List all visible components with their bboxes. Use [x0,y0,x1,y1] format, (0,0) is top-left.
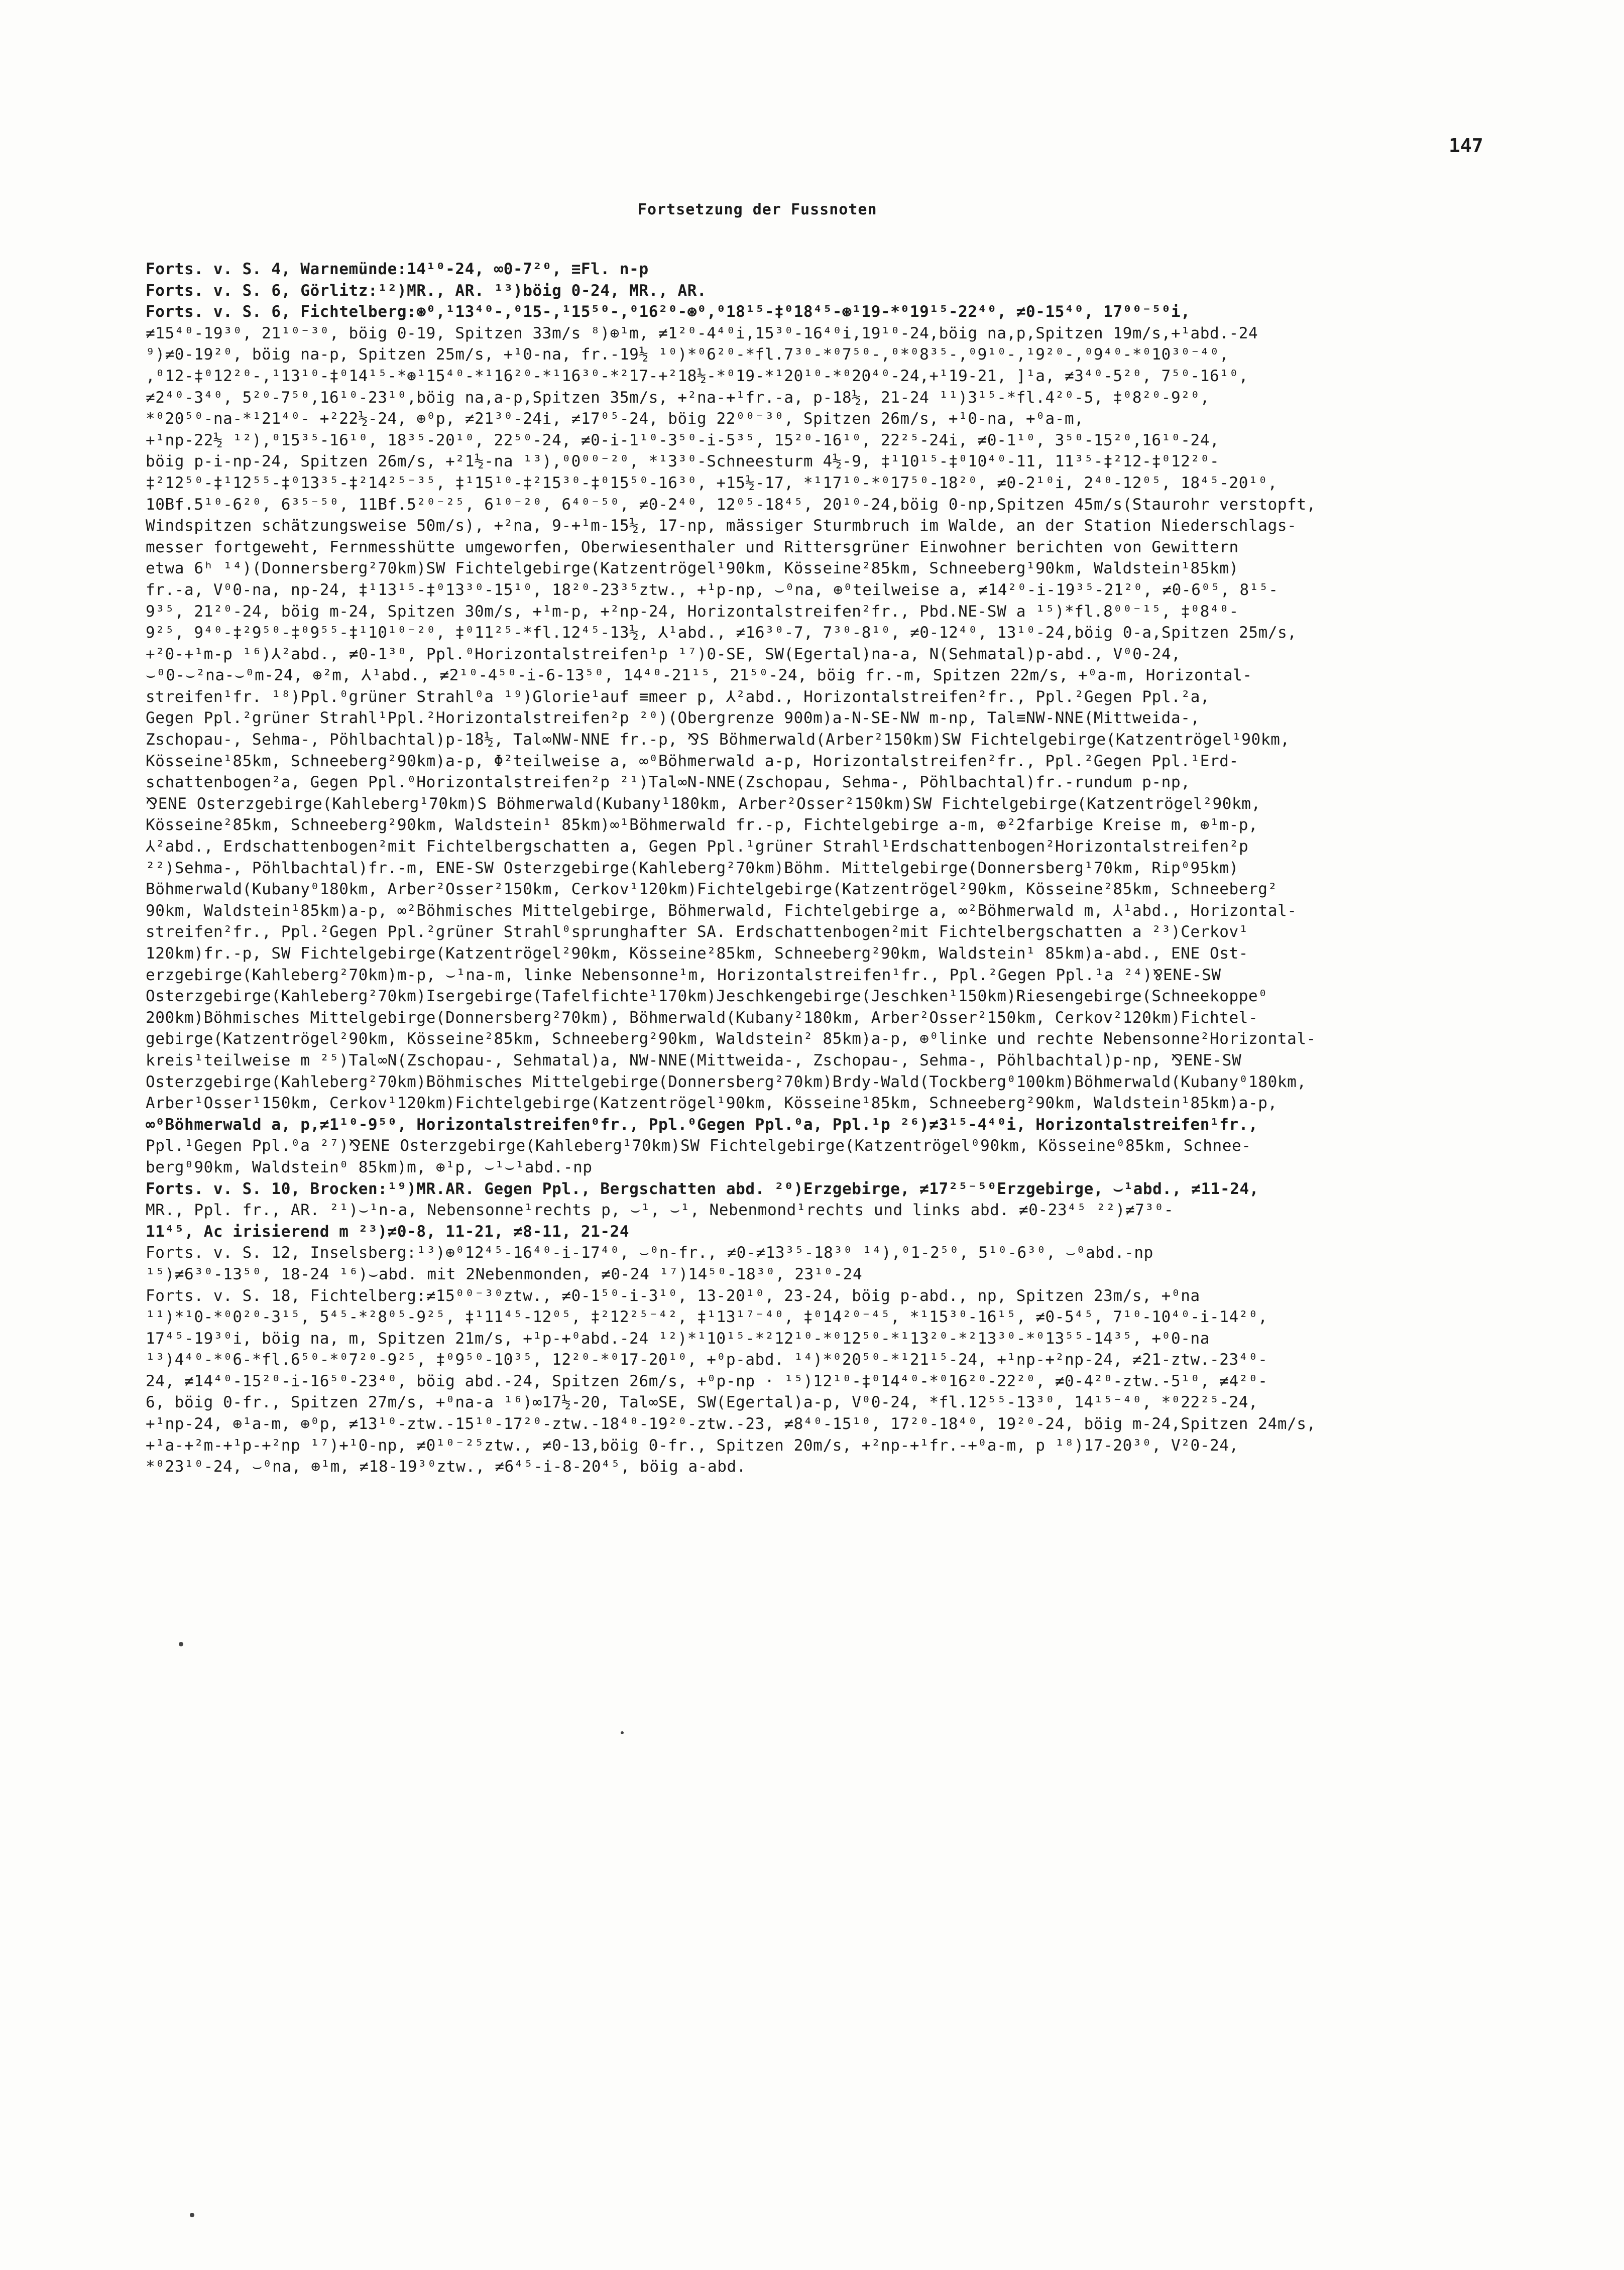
text-line: *⁰23¹⁰-24, ⌣⁰na, ⊕¹m, ≠18-19³⁰ztw., ≠6⁴⁵-i-8-20⁴⁵, böig a-abd. [146,1458,747,1476]
text-line: ⌣⁰0-⌣²na-⌣⁰m-24, ⊕²m, ⅄¹abd., ≠2¹⁰-4⁵⁰-i-6-13⁵⁰, 14⁴⁰-21¹⁵, 21⁵⁰-24, böig fr.-m, Spitzen 22m/s, +⁰a-m, Horizontal- [146,666,1252,685]
text-line: erzgebirge(Kahleberg²70km)m-p, ⌣¹na-m, linke Nebensonne¹m, Horizontalstreifen¹fr., Ppl.²Gegen Ppl.¹a ²⁴)⅋ENE-SW [146,966,1221,984]
text-line: schattenbogen²a, Gegen Ppl.⁰Horizontalstreifen²p ²¹)Tal∞N-NNE(Zschopau, Sehma-, Pöhlbachtal)fr.-rundum p-np, [146,773,1191,792]
text-line: +¹np-24, ⊕¹a-m, ⊕⁰p, ≠13¹⁰-ztw.-15¹⁰-17²⁰-ztw.-18⁴⁰-19²⁰-ztw.-23, ≠8⁴⁰-15¹⁰, 17²⁰-18⁴⁰, 19²⁰-24, böig m-24,Spitzen 24m/s, [146,1415,1316,1433]
text-line: ‡²12⁵⁰-‡¹12⁵⁵-‡⁰13³⁵-‡²14²⁵⁻³⁵, ‡¹15¹⁰-‡²15³⁰-‡⁰15⁵⁰-16³⁰, +15½-17, *¹17¹⁰-*⁰17⁵⁰-18²⁰, ≠0-2¹⁰i, 2⁴⁰-12⁰⁵, 18⁴⁵-20¹⁰, [146,473,1278,492]
text-line: +¹np-22½ ¹²),⁰15³⁵-16¹⁰, 18³⁵-20¹⁰, 22⁵⁰-24, ≠0-i-1¹⁰-3⁵⁰-i-5³⁵, 15²⁰-16¹⁰, 22²⁵-24i, ≠0-1¹⁰, 3⁵⁰-15²⁰,16¹⁰-24, [146,431,1220,449]
text-line: Böhmerwald(Kubany⁰180km, Arber²Osser²150km, Cerkov¹120km)Fichtelgebirge(Katzentrögel²90km, Kösseine²85km, Schneeberg² [146,880,1278,899]
text-line: etwa 6ʰ ¹⁴)(Donnersberg²70km)SW Fichtelgebirge(Katzentrögel¹90km, Kösseine²85km, Schneeberg¹90km, Waldstein¹85km) [146,559,1239,578]
text-line: 24, ≠14⁴⁰-15²⁰-i-16⁵⁰-23⁴⁰, böig abd.-24, Spitzen 26m/s, +⁰p-np · ¹⁵)12¹⁰-‡⁰14⁴⁰-*⁰16²⁰-22²⁰, ≠0-4²⁰-ztw.-5¹⁰, ≠4²⁰- [146,1372,1268,1390]
text-line: Forts. v. S. 18, Fichtelberg:≠15⁰⁰⁻³⁰ztw., ≠0-1⁵⁰-i-3¹⁰, 13-20¹⁰, 23-24, böig p-abd., np, Spitzen 23m/s, +⁰na [146,1286,1200,1305]
text-line: ²²)Sehma-, Pöhlbachtal)fr.-m, ENE-SW Osterzgebirge(Kahleberg²70km)Böhm. Mittelgebirge(Donnersberg¹70km, Rip⁰95km) [146,859,1239,877]
text-line: ⁹)≠0-19²⁰, böig na-p, Spitzen 25m/s, +¹0-na, fr.-19½ ¹⁰)*⁰6²⁰-*fl.7³⁰-*⁰7⁵⁰-,⁰*⁰8³⁵-,⁰9¹⁰-,¹9²⁰-,⁰9⁴⁰-*⁰10³⁰⁻⁴⁰, [146,345,1229,364]
text-line: böig p-i-np-24, Spitzen 26m/s, +²1½-na ¹³),⁰0⁰⁰⁻²⁰, *¹3³⁰-Schneesturm 4½-9, ‡¹10¹⁵-‡⁰10⁴⁰-11, 11³⁵-‡²12-‡⁰12²⁰- [146,452,1220,471]
text-line: ≠15⁴⁰-19³⁰, 21¹⁰⁻³⁰, böig 0-19, Spitzen 33m/s ⁸)⊕¹m, ≠1²⁰-4⁴⁰i,15³⁰-16⁴⁰i,19¹⁰-24,böig na,p,Spitzen 19m/s,+¹abd.-24 [146,324,1258,342]
text-line: MR., Ppl. fr., AR. ²¹)⌣¹n-a, Nebensonne¹rechts p, ⌣¹, ⌣¹, Nebenmond¹rechts und links abd. ≠0-23⁴⁵ ²²)≠7³⁰- [146,1201,1174,1220]
text-line: Ppl.¹Gegen Ppl.⁰a ²⁷)⅋ENE Osterzgebirge(Kahleberg¹70km)SW Fichtelgebirge(Katzentrögel⁰90km, Kösseine⁰85km, Schnee- [146,1137,1251,1155]
text-line: 11⁴⁵, Ac irisierend m ²³)≠0-8, 11-21, ≠8-11, 21-24 [146,1222,630,1241]
text-line: ¹⁵)≠6³⁰-13⁵⁰, 18-24 ¹⁶)⌣abd. mit 2Nebenmonden, ≠0-24 ¹⁷)14⁵⁰-18³⁰, 23¹⁰-24 [146,1265,863,1283]
text-line: Arber¹Osser¹150km, Cerkov¹120km)Fichtelgebirge(Katzentrögel¹90km, Kösseine¹85km, Schneeberg²90km, Waldstein¹85km)a-p, [146,1094,1278,1113]
text-line: ∞⁰Böhmerwald a, p,≠1¹⁰-9⁵⁰, Horizontalstreifen⁰fr., Ppl.⁰Gegen Ppl.⁰a, Ppl.¹p ²⁶)≠3¹⁵-4⁴⁰i, Horizontalstreifen¹fr., [146,1115,1258,1134]
text-line: Gegen Ppl.²grüner Strahl¹Ppl.²Horizontalstreifen²p ²⁰)(Obergrenze 900m)a-N-SE-NW m-np, Tal≡NW-NNE(Mittweida-, [146,709,1200,728]
text-line: Forts. v. S. 12, Inselsberg:¹³)⊕⁰12⁴⁵-16⁴⁰-i-17⁴⁰, ⌣⁰n-fr., ≠0-≠13³⁵-18³⁰ ¹⁴),⁰1-2⁵⁰, 5¹⁰-6³⁰, ⌣⁰abd.-np [146,1244,1153,1262]
paper-speck [190,2213,194,2217]
text-line: streifen²fr., Ppl.²Gegen Ppl.²grüner Strahl⁰sprunghafter SA. Erdschattenbogen²mit Fichtelbergschatten a ²³)Cerkov¹ [146,923,1249,941]
text-line: Kösseine²85km, Schneeberg²90km, Waldstein¹ 85km)∞¹Böhmerwald fr.-p, Fichtelgebirge a-m, ⊕²2farbige Kreise m, ⊕¹m-p, [146,816,1258,834]
text-line: 10Bf.5¹⁰-6²⁰, 6³⁵⁻⁵⁰, 11Bf.5²⁰⁻²⁵, 6¹⁰⁻²⁰, 6⁴⁰⁻⁵⁰, ≠0-2⁴⁰, 12⁰⁵-18⁴⁵, 20¹⁰-24,böig 0-np,Spitzen 45m/s(Staurohr verstopft, [146,495,1316,514]
text-line: ⅋ENE Osterzgebirge(Kahleberg¹70km)S Böhmerwald(Kubany¹180km, Arber²Osser²150km)SW Fichtelgebirge(Katzentrögel²90km, [146,794,1261,813]
text-line: 6, böig 0-fr., Spitzen 27m/s, +⁰na-a ¹⁶)∞17½-20, Tal∞SE, SW(Egertal)a-p, V⁰0-24, *fl.12⁵⁵-13³⁰, 14¹⁵⁻⁴⁰, *⁰22²⁵-24, [146,1393,1258,1412]
text-line: 17⁴⁵-19³⁰i, böig na, m, Spitzen 21m/s, +¹p-+⁰abd.-24 ¹²)*¹10¹⁵-*²12¹⁰-*⁰12⁵⁰-*¹13²⁰-*²13³⁰-*⁰13⁵⁵-14³⁵, +⁰0-na [146,1329,1210,1348]
text-line: streifen¹fr. ¹⁸)Ppl.⁰grüner Strahl⁰a ¹⁹)Glorie¹auf ≡meer p, ⅄²abd., Horizontalstreifen²fr., Ppl.²Gegen Ppl.²a, [146,687,1210,706]
text-line: Windspitzen schätzungsweise 50m/s), +²na, 9-+¹m-15½, 17-np, mässiger Sturmbruch im Walde, an der Station Niederschlags- [146,517,1297,535]
text-line: 90km, Waldstein¹85km)a-p, ∞²Böhmisches Mittelgebirge, Böhmerwald, Fichtelgebirge a, ∞²Böhmerwald m, ⅄¹abd., Horizontal- [146,901,1297,920]
text-line: +¹a-+²m-+¹p-+²np ¹⁷)+¹0-np, ≠0¹⁰⁻²⁵ztw., ≠0-13,böig 0-fr., Spitzen 20m/s, +²np-+¹fr.-+⁰a-m, p ¹⁸)17-20³⁰, V²0-24, [146,1436,1239,1455]
text-line: Forts. v. S. 4, Warnemünde:14¹⁰-24, ∞0-7²⁰, ≡Fl. n-p [146,260,649,278]
text-line: ⅄²abd., Erdschattenbogen²mit Fichtelbergschatten a, Gegen Ppl.¹grüner Strahl¹Erdschattenbogen²Horizontalstreifen²p [146,838,1249,856]
footnote-continuation-block [146,259,1501,1478]
text-line: ≠2⁴⁰-3⁴⁰, 5²⁰-7⁵⁰,16¹⁰-23¹⁰,böig na,a-p,Spitzen 35m/s, +²na-+¹fr.-a, p-18½, 21-24 ¹¹)3¹⁵-*fl.4²⁰-5, ‡⁰8²⁰-9²⁰, [146,388,1210,407]
text-line: Kösseine¹85km, Schneeberg²90km)a-p, Φ²teilweise a, ∞⁰Böhmerwald a-p, Horizontalstreifen²fr., Ppl.²Gegen Ppl.¹Erd- [146,752,1239,770]
text-line: berg⁰90km, Waldstein⁰ 85km)m, ⊕¹p, ⌣¹⌣¹abd.-np [146,1158,593,1176]
section-heading: Fortsetzung der Fussnoten [638,201,877,218]
text-line: Forts. v. S. 6, Fichtelberg:⊛⁰,¹13⁴⁰-,⁰15-,¹15⁵⁰-,⁰16²⁰-⊛⁰,⁰18¹⁵-‡⁰18⁴⁵-⊛¹19-*⁰19¹⁵-22⁴⁰, ≠0-15⁴⁰, 17⁰⁰⁻⁵⁰i, [146,303,1191,321]
text-line: Forts. v. S. 10, Brocken:¹⁹)MR.AR. Gegen Ppl., Bergschatten abd. ²⁰)Erzgebirge, ≠17²⁵⁻⁵⁰Erzgebirge, ⌣¹abd., ≠11-24, [146,1179,1259,1198]
paper-speck [621,1731,624,1734]
paper-speck [179,1642,183,1646]
text-line: messer fortgeweht, Fernmesshütte umgeworfen, Oberwiesenthaler und Rittersgrüner Einwohner berichten von Gewittern [146,538,1239,556]
text-line: 120km)fr.-p, SW Fichtelgebirge(Katzentrögel²90km, Kösseine²85km, Schneeberg²90km, Waldstein¹ 85km)a-abd., ENE Ost- [146,944,1249,963]
text-line: Osterzgebirge(Kahleberg²70km)Böhmisches Mittelgebirge(Donnersberg²70km)Brdy-Wald(Tockberg⁰100km)Böhmerwald(Kubany⁰180km, [146,1072,1307,1091]
text-line: fr.-a, V⁰0-na, np-24, ‡¹13¹⁵-‡⁰13³⁰-15¹⁰, 18²⁰-23³⁵ztw., +¹p-np, ⌣⁰na, ⊕⁰teilweise a, ≠14²⁰-i-19³⁵-21²⁰, ≠0-6⁰⁵, 8¹⁵- [146,580,1279,599]
text-line: Zschopau-, Sehma-, Pöhlbachtal)p-18½, Tal∞NW-NNE fr.-p, ⅋S Böhmerwald(Arber²150km)SW Fichtelgebirge(Katzentrögel¹90km, [146,731,1290,749]
text-line: kreis¹teilweise m ²⁵)Tal∞N(Zschopau-, Sehmatal)a, NW-NNE(Mittweida-, Zschopau-, Sehma-, Pöhlbachtal)p-np, ⅋ENE-SW [146,1051,1242,1069]
page-number: 147 [1449,135,1483,157]
text-line: 9³⁵, 21²⁰-24, böig m-24, Spitzen 30m/s, +¹m-p, +²np-24, Horizontalstreifen²fr., Pbd.NE-SW a ¹⁵)*fl.8⁰⁰⁻¹⁵, ‡⁰8⁴⁰- [146,602,1239,621]
text-line: Forts. v. S. 6, Görlitz:¹²)MR., AR. ¹³)böig 0-24, MR., AR. [146,281,707,300]
text-line: *⁰20⁵⁰-na-*¹21⁴⁰- +²22½-24, ⊕⁰p, ≠21³⁰-24i, ≠17⁰⁵-24, böig 22⁰⁰⁻³⁰, Spitzen 26m/s, +¹0-na, +⁰a-m, [146,410,1084,428]
text-line: ,⁰12-‡⁰12²⁰-,¹13¹⁰-‡⁰14¹⁵-*⊛¹15⁴⁰-*¹16²⁰-*¹16³⁰-*²17-+²18½-*⁰19-*¹20¹⁰-*⁰20⁴⁰-24,+¹19-21, ]¹a, ≠3⁴⁰-5²⁰, 7⁵⁰-16¹⁰, [146,367,1249,385]
text-line: Osterzgebirge(Kahleberg²70km)Isergebirge(Tafelfichte¹170km)Jeschkengebirge(Jeschken¹150km)Riesengebirge(Schneekoppe⁰ [146,987,1268,1006]
text-line: ¹³)4⁴⁰-*⁰6-*fl.6⁵⁰-*⁰7²⁰-9²⁵, ‡⁰9⁵⁰-10³⁵, 12²⁰-*⁰17-20¹⁰, +⁰p-abd. ¹⁴)*⁰20⁵⁰-*¹21¹⁵-24, +¹np-+²np-24, ≠21-ztw.-23⁴⁰- [146,1351,1268,1369]
text-line: 200km)Böhmisches Mittelgebirge(Donnersberg²70km), Böhmerwald(Kubany²180km, Arber²Osser²150km, Cerkov²120km)Fichtel- [146,1008,1258,1027]
text-line: 9²⁵, 9⁴⁰-‡²9⁵⁰-‡⁰9⁵⁵-‡¹10¹⁰⁻²⁰, ‡⁰11²⁵-*fl.12⁴⁵-13½, ⅄¹abd., ≠16³⁰-7, 7³⁰-8¹⁰, ≠0-12⁴⁰, 13¹⁰-24,böig 0-a,Spitzen 25m/s, [146,624,1297,642]
text-line: ¹¹)*¹0-*⁰0²⁰-3¹⁵, 5⁴⁵-*²8⁰⁵-9²⁵, ‡¹11⁴⁵-12⁰⁵, ‡²12²⁵⁻⁴², ‡¹13¹⁷⁻⁴⁰, ‡⁰14²⁰⁻⁴⁵, *¹15³⁰-16¹⁵, ≠0-5⁴⁵, 7¹⁰-10⁴⁰-i-14²⁰, [146,1308,1268,1327]
text-line: gebirge(Katzentrögel²90km, Kösseine²85km, Schneeberg²90km, Waldstein² 85km)a-p, ⊕⁰linke und rechte Nebensonne²Horizontal- [146,1030,1316,1048]
text-line: +²0-+¹m-p ¹⁶)⅄²abd., ≠0-1³⁰, Ppl.⁰Horizontalstreifen¹p ¹⁷)0-SE, SW(Egertal)na-a, N(Sehmatal)p-abd., V⁰0-24, [146,645,1181,663]
